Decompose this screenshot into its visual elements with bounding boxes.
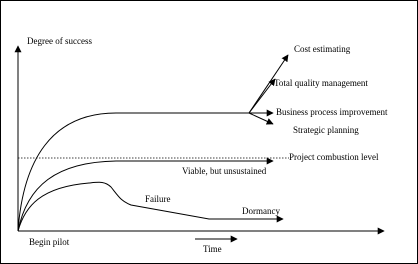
- begin-pilot-label: Begin pilot: [29, 237, 70, 247]
- total-quality-label: Total quality management: [274, 78, 368, 88]
- branch-total-quality: [249, 79, 275, 113]
- strategic-planning-label: Strategic planning: [293, 125, 359, 135]
- business-process-label: Business process improvement: [276, 107, 388, 117]
- branch-strategic-planning: [249, 113, 273, 124]
- combustion-level-label: Project combustion level: [289, 152, 379, 162]
- failure-label: Failure: [145, 194, 171, 204]
- viable-label: Viable, but unsustained: [182, 166, 267, 176]
- y-axis-label: Degree of success: [27, 36, 92, 46]
- cost-estimating-label: Cost estimating: [294, 44, 351, 54]
- dormancy-label: Dormancy: [242, 206, 280, 216]
- time-label: Time: [203, 244, 222, 254]
